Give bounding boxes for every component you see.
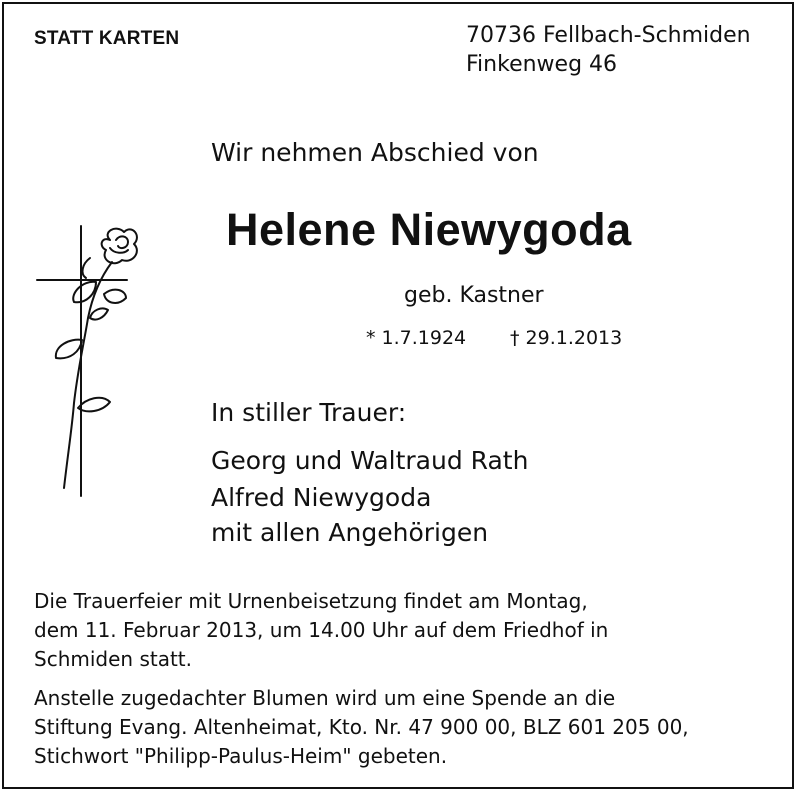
address-line-1: 70736 Fellbach-Schmiden [466,23,751,48]
cross-with-rose-icon [30,218,150,498]
birth-date: * 1.7.1924 [366,327,467,349]
intro-text: Wir nehmen Abschied von [211,138,539,167]
funeral-info-line: Die Trauerfeier mit Urnenbeisetzung findet am Montag, [34,589,588,613]
mourner-name: Alfred Niewygoda [211,483,432,512]
funeral-info-line: dem 11. Februar 2013, um 14.00 Uhr auf dem Friedhof in [34,618,609,642]
mourning-heading: In stiller Trauer: [211,398,407,427]
donation-info-line: Anstelle zugedachter Blumen wird um eine Spende an die [34,686,616,710]
mourner-name: Georg und Waltraud Rath [211,446,529,475]
deceased-name: Helene Niewygoda [226,204,632,255]
statt-karten-label: STATT KARTEN [34,28,180,49]
donation-info-line: Stiftung Evang. Altenheimat, Kto. Nr. 47 900 00, BLZ 601 205 00, [34,715,689,739]
donation-info-line: Stichwort "Philipp-Paulus-Heim" gebeten. [34,744,448,768]
maiden-name: geb. Kastner [404,283,544,308]
mourner-name: mit allen Angehörigen [211,518,489,547]
funeral-info-line: Schmiden statt. [34,647,192,671]
address-line-2: Finkenweg 46 [466,52,618,77]
death-date: † 29.1.2013 [510,327,623,349]
